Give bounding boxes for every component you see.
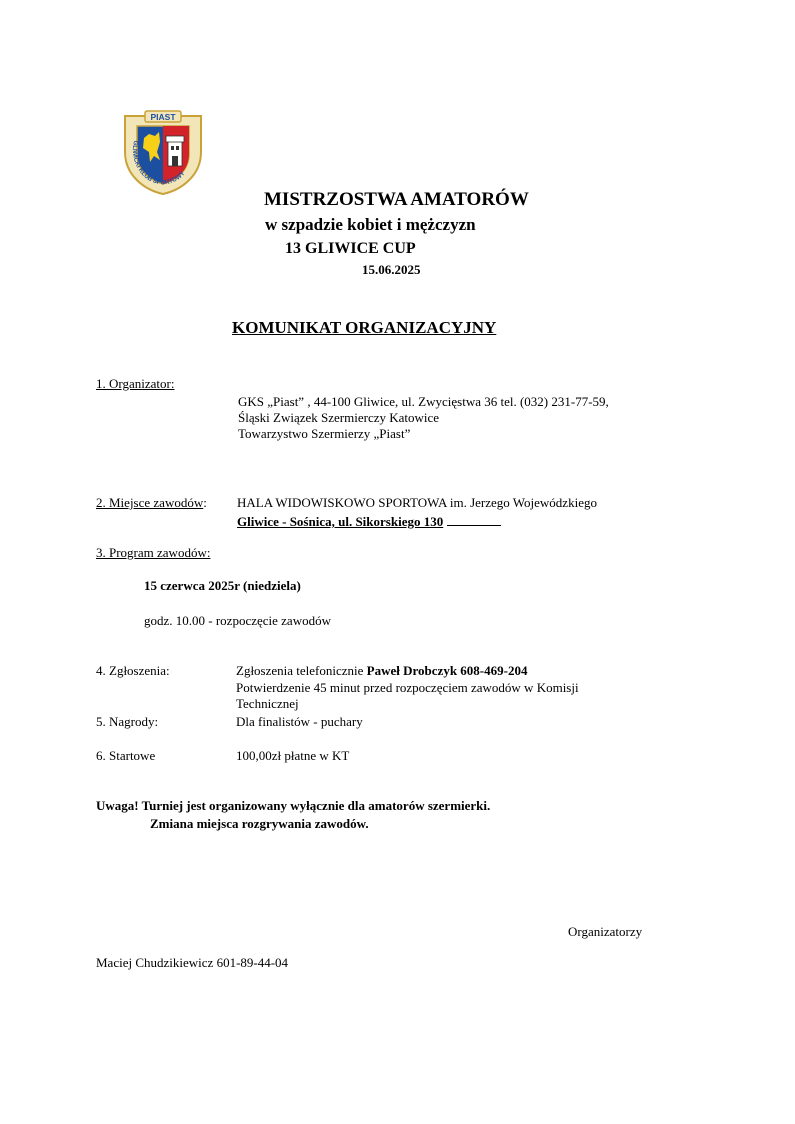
venue-label-colon: : (203, 495, 207, 510)
fee-label: 6. Startowe (96, 748, 156, 763)
program-start: godz. 10.00 - rozpoczęcie zawodów (144, 613, 331, 628)
organizer-line-2: Śląski Związek Szermierczy Katowice (238, 410, 440, 425)
venue-underline (447, 512, 501, 526)
header-line-1: MISTRZOSTWA AMATORÓW (264, 189, 529, 210)
signature: Organizatorzy (568, 924, 643, 939)
header-line-2: w szpadzie kobiet i mężczyzn (265, 215, 476, 234)
logo-ring-text: GLIWICKI KLUB SPORTOWY (130, 139, 187, 187)
prizes-label: 5. Nagrody: (96, 714, 159, 729)
notice-line-2: Zmiana miejsca rozgrywania zawodów. (150, 816, 369, 831)
organizer-label: 1. Organizator: (96, 376, 175, 391)
logo-top-text: PIAST (150, 112, 176, 122)
registration-contact: Paweł Drobczyk 608-469-204 (366, 663, 528, 678)
piast-crest-icon (119, 108, 207, 196)
fee-value: 100,00zł płatne w KT (236, 748, 350, 763)
registration-prefix: Zgłoszenia telefonicznie (236, 663, 367, 678)
notice-line-1: Uwaga! Turniej jest organizowany wyłącznie dla amatorów szermierki. (96, 798, 491, 813)
venue-line-2: Gliwice - Sośnica, ul. Sikorskiego 130 (237, 514, 444, 529)
header-line-3: 13 GLIWICE CUP (285, 240, 416, 257)
piast-logo (119, 108, 207, 196)
registration-line-3: Technicznej (236, 696, 299, 711)
registration-line-2: Potwierdzenie 45 minut przed rozpoczęciem zawodów w Komisji (236, 680, 579, 695)
prizes-value: Dla finalistów - puchary (236, 714, 363, 729)
registration-label: 4. Zgłoszenia: (96, 663, 170, 678)
program-date: 15 czerwca 2025r (niedziela) (144, 578, 301, 593)
header-date: 15.06.2025 (362, 262, 421, 277)
organizer-line-3: Towarzystwo Szermierzy „Piast” (238, 426, 411, 441)
organizer-line-1: GKS „Piast” , 44-100 Gliwice, ul. Zwycięstwa 36 tel. (032) 231-77-59, (238, 394, 609, 409)
program-label: 3. Program zawodów: (96, 545, 211, 560)
venue-line-2-row (237, 512, 501, 530)
venue-label: 2. Miejsce zawodów (96, 495, 204, 510)
venue-label-row (96, 495, 207, 511)
page-title: KOMUNIKAT ORGANIZACYJNY (232, 318, 497, 337)
registration-line-1 (236, 663, 527, 679)
contact: Maciej Chudzikiewicz 601-89-44-04 (96, 955, 289, 970)
venue-line-1: HALA WIDOWISKOWO SPORTOWA im. Jerzego Wojewódzkiego (237, 495, 597, 510)
